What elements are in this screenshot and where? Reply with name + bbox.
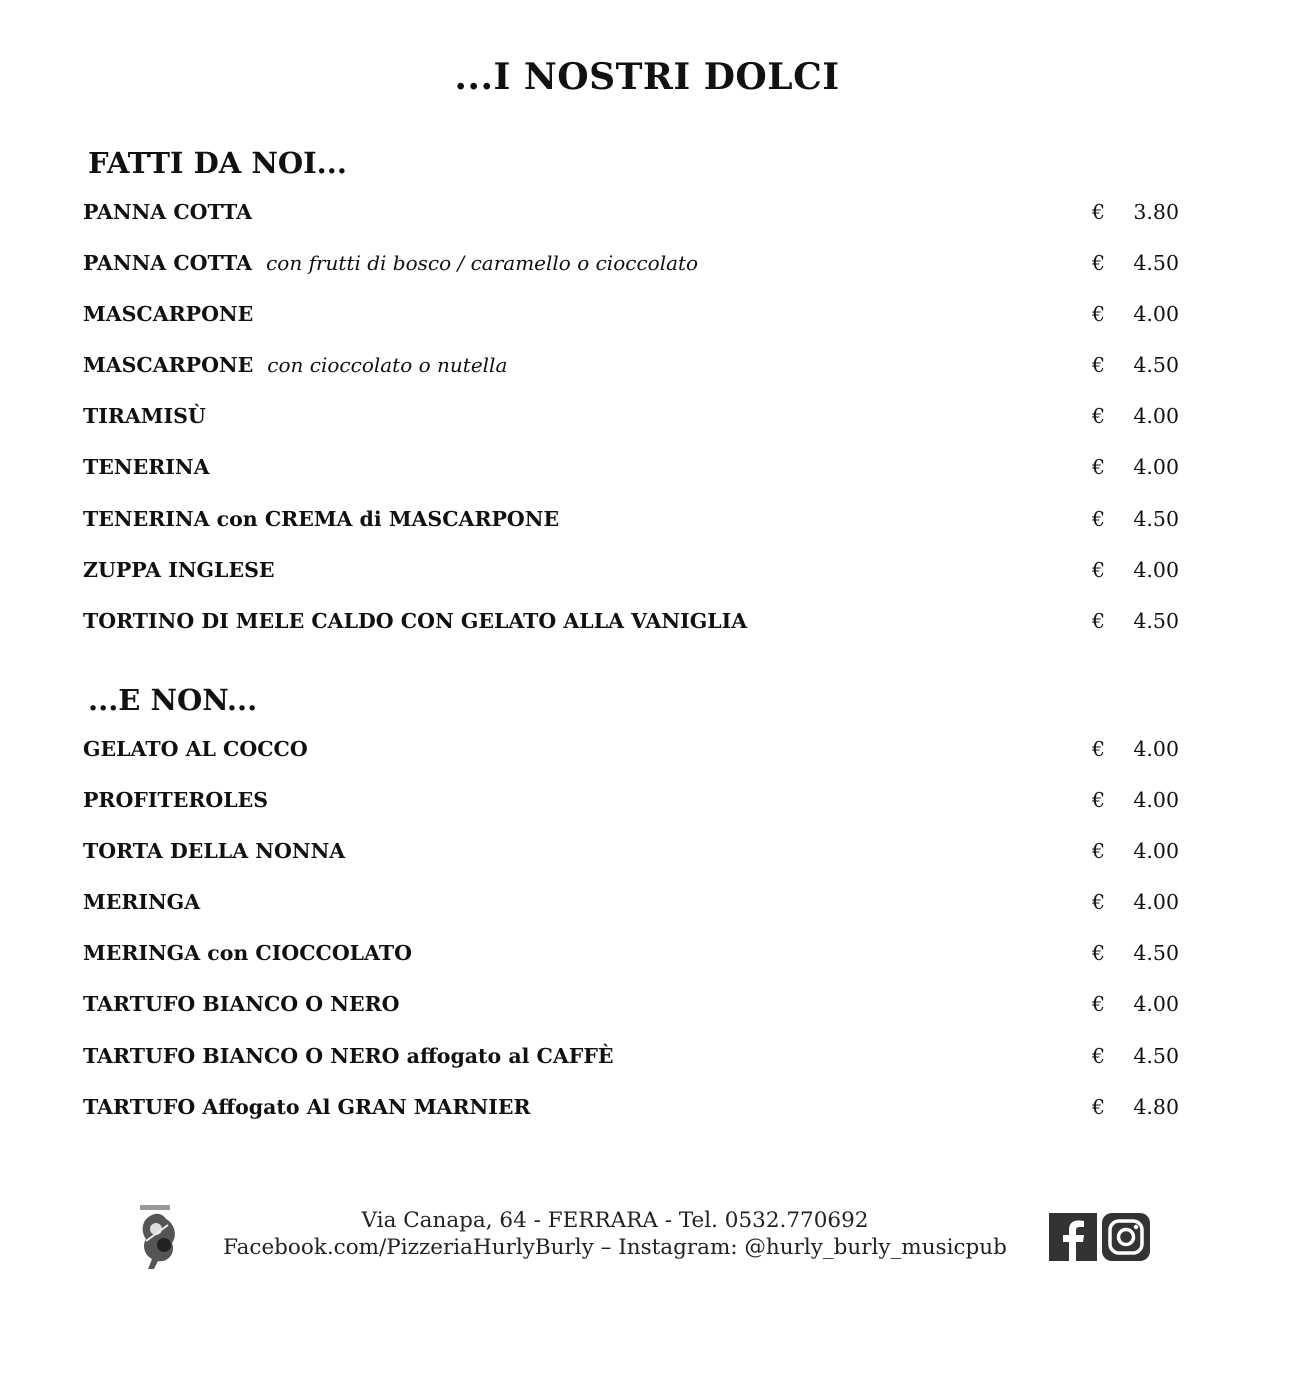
item-price: 3.80: [1133, 200, 1179, 224]
item-currency: €: [1092, 455, 1106, 480]
item-price: 4.50: [1133, 608, 1179, 633]
menu-item: [83, 1095, 1183, 1146]
item-currency: €: [1092, 1043, 1106, 1068]
item-name: [83, 941, 412, 965]
item-name: [83, 737, 308, 761]
menu-item: [83, 788, 1183, 839]
item-name: [83, 353, 507, 377]
item-currency: €: [1092, 608, 1106, 633]
item-currency: €: [1092, 1094, 1106, 1119]
item-title: MASCARPONE: [83, 353, 254, 378]
item-price: 4.00: [1133, 302, 1179, 327]
item-currency: €: [1092, 302, 1106, 327]
item-title: TENERINA con CREMA di MASCARPONE: [83, 506, 560, 531]
item-price: 4.00: [1133, 404, 1179, 429]
item-currency: €: [1092, 200, 1106, 224]
item-currency: €: [1092, 737, 1106, 761]
item-title: TARTUFO BIANCO O NERO affogato al CAFFÈ: [83, 1043, 614, 1068]
item-currency: €: [1092, 557, 1106, 582]
item-description: con frutti di bosco / caramello o cioccolato: [266, 251, 699, 276]
item-price: 4.50: [1133, 506, 1179, 531]
item-name: [83, 788, 268, 812]
menu-item: [83, 455, 1183, 506]
menu-list-fatti-da-noi: [83, 200, 1183, 660]
menu-item: [83, 251, 1183, 302]
menu-list-e-non: [83, 737, 1183, 1146]
item-title: ZUPPA INGLESE: [83, 557, 275, 582]
item-price: 4.00: [1133, 557, 1179, 582]
item-name: [83, 302, 253, 326]
item-price: 4.50: [1133, 1043, 1179, 1068]
menu-item: [83, 890, 1183, 941]
menu-item: [83, 1044, 1183, 1095]
item-title: MERINGA con CIOCCOLATO: [83, 941, 412, 966]
logo-icon: [138, 1205, 182, 1271]
item-price: 4.00: [1133, 890, 1179, 915]
item-name: [83, 609, 747, 633]
footer-social[interactable]: Facebook.com/PizzeriaHurlyBurly – Instagram: @hurly_burly_musicpub: [223, 1235, 1007, 1260]
item-name: [83, 507, 559, 531]
item-name: [83, 1095, 530, 1119]
footer-text: [200, 1207, 1030, 1261]
item-price: 4.00: [1133, 737, 1179, 761]
item-currency: €: [1092, 353, 1106, 378]
menu-item: [83, 200, 1183, 251]
item-currency: €: [1092, 788, 1106, 813]
item-currency: €: [1092, 404, 1106, 429]
menu-item: [83, 507, 1183, 558]
menu-item: [83, 558, 1183, 609]
item-price: 4.50: [1133, 353, 1179, 378]
menu-item: [83, 404, 1183, 455]
item-name: [83, 890, 200, 914]
item-currency: €: [1092, 839, 1106, 864]
item-title: TORTINO DI MELE CALDO CON GELATO ALLA VANIGLIA: [83, 608, 748, 633]
instagram-icon[interactable]: [1102, 1213, 1150, 1261]
footer-address: Via Canapa, 64 - FERRARA - Tel. 0532.770692: [361, 1208, 869, 1233]
section-heading-fatti-da-noi: FATTI DA NOI...: [88, 146, 347, 180]
item-price: 4.00: [1133, 455, 1179, 480]
item-price: 4.00: [1133, 992, 1179, 1017]
item-currency: €: [1092, 992, 1106, 1017]
item-name: [83, 992, 400, 1016]
item-title: MERINGA: [83, 890, 201, 915]
item-description: con cioccolato o nutella: [267, 353, 508, 378]
item-name: [83, 1044, 614, 1068]
item-title: TARTUFO BIANCO O NERO: [83, 992, 400, 1017]
item-currency: €: [1092, 251, 1106, 276]
item-currency: €: [1092, 506, 1106, 531]
item-title: MASCARPONE: [83, 302, 254, 327]
item-title: PROFITEROLES: [83, 788, 269, 813]
menu-item: [83, 839, 1183, 890]
item-title: TIRAMISÙ: [83, 404, 206, 429]
footer: [0, 1205, 1294, 1285]
menu-item: [83, 992, 1183, 1043]
item-name: [83, 251, 698, 275]
menu-item: [83, 302, 1183, 353]
item-name: [83, 839, 345, 863]
menu-item: [83, 737, 1183, 788]
item-price: 4.00: [1133, 839, 1179, 864]
item-name: [83, 404, 206, 428]
section-heading-e-non: ...E NON...: [88, 683, 258, 717]
menu-item: [83, 353, 1183, 404]
item-title: GELATO AL COCCO: [83, 737, 308, 761]
item-title: PANNA COTTA: [83, 251, 253, 276]
item-title: TORTA DELLA NONNA: [83, 839, 346, 864]
item-currency: €: [1092, 890, 1106, 915]
facebook-icon[interactable]: [1049, 1213, 1097, 1261]
item-currency: €: [1092, 941, 1106, 966]
item-title: PANNA COTTA: [83, 200, 253, 224]
item-title: TARTUFO Affogato Al GRAN MARNIER: [83, 1094, 531, 1119]
menu-item: [83, 609, 1183, 660]
menu-item: [83, 941, 1183, 992]
item-name: [83, 455, 210, 479]
item-price: 4.00: [1133, 788, 1179, 813]
item-name: [83, 558, 275, 582]
item-price: 4.50: [1133, 251, 1179, 276]
item-price: 4.80: [1133, 1094, 1179, 1119]
page-title: ...I NOSTRI DOLCI: [454, 56, 840, 98]
item-price: 4.50: [1133, 941, 1179, 966]
item-name: [83, 200, 252, 224]
item-title: TENERINA: [83, 455, 210, 480]
